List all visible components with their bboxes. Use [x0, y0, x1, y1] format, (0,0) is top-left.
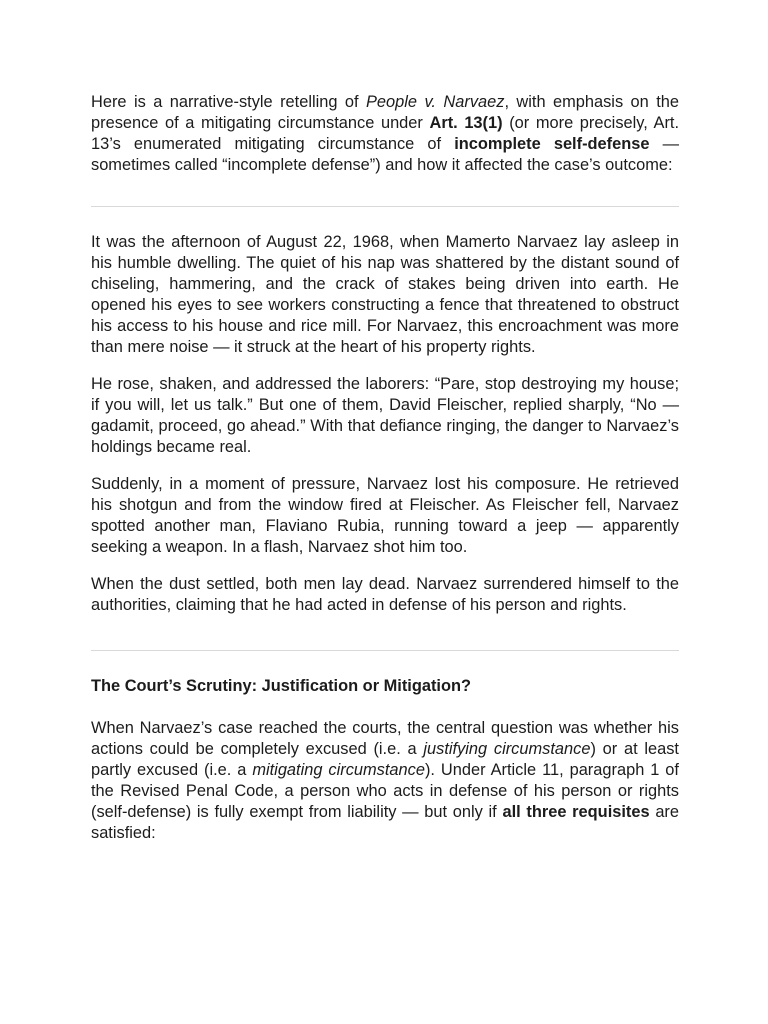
case-name: People v. Narvaez — [366, 93, 505, 111]
narrative-paragraph-4: When the dust settled, both men lay dead. Narvaez surrendered himself to the authorities, claiming that he had acted in defense of his person and rights. — [91, 575, 679, 614]
section-heading: The Court’s Scrutiny: Justification or Mitigation? — [91, 677, 472, 695]
scrutiny-paragraph — [91, 718, 679, 844]
intro-text: — sometimes called “incomplete defense”) and how it affected the case’s outcome: — [91, 135, 679, 174]
scrutiny-text: ). Under Article 11, paragraph 1 of the Revised Penal Code, a person who acts in defense of his person or rights (self-defense) is fully exempt from liability — but only if — [91, 761, 679, 821]
section-divider — [91, 650, 679, 651]
section-divider — [91, 206, 679, 207]
scrutiny-text: ) or at least partly excused (i.e. a — [91, 740, 679, 779]
intro-text: (or more precisely, Art. 13’s enumerated mitigating circumstance of — [91, 114, 680, 153]
narrative-paragraph-3: Suddenly, in a moment of pressure, Narvaez lost his composure. He retrieved his shotgun and from the window fired at Fleischer. As Fleischer fell, Narvaez spotted another man, Flaviano Rubia, running toward a jeep — apparently seeking a weapon. In a flash, Narvaez shot him too. — [91, 475, 679, 556]
mitigating-term: mitigating circumstance — [252, 761, 425, 779]
circumstance-term: incomplete self-defense — [454, 135, 650, 153]
intro-text: Here is a narrative-style retelling of — [91, 93, 366, 111]
justifying-term: justifying circumstance — [423, 740, 591, 758]
intro-paragraph — [91, 92, 679, 176]
requisites-term: all three requisites — [502, 803, 650, 821]
intro-text: , with emphasis on the presence of a mitigating circumstance under — [91, 93, 679, 132]
narrative-paragraph-2: He rose, shaken, and addressed the laborers: “Pare, stop destroying my house; if you will, let us talk.” But one of them, David Fleischer, replied sharply, “No — gadamit, proceed, go ahead.” With that defiance ringing, the danger to Narvaez’s holdings became real. — [91, 375, 679, 456]
scrutiny-text: are satisfied: — [91, 803, 680, 842]
scrutiny-text: When Narvaez’s case reached the courts, the central question was whether his actions could be completely excused (i.e. a — [91, 719, 679, 758]
document-page — [91, 92, 679, 844]
article-reference: Art. 13(1) — [429, 114, 503, 132]
narrative-paragraph-1: It was the afternoon of August 22, 1968, when Mamerto Narvaez lay asleep in his humble dwelling. The quiet of his nap was shattered by the distant sound of chiseling, hammering, and the crack of stakes being driven into earth. He opened his eyes to see workers constructing a fence that threatened to obstruct his access to his house and rice mill. For Narvaez, this encroachment was more than mere noise — it struck at the heart of his property rights. — [91, 233, 679, 356]
